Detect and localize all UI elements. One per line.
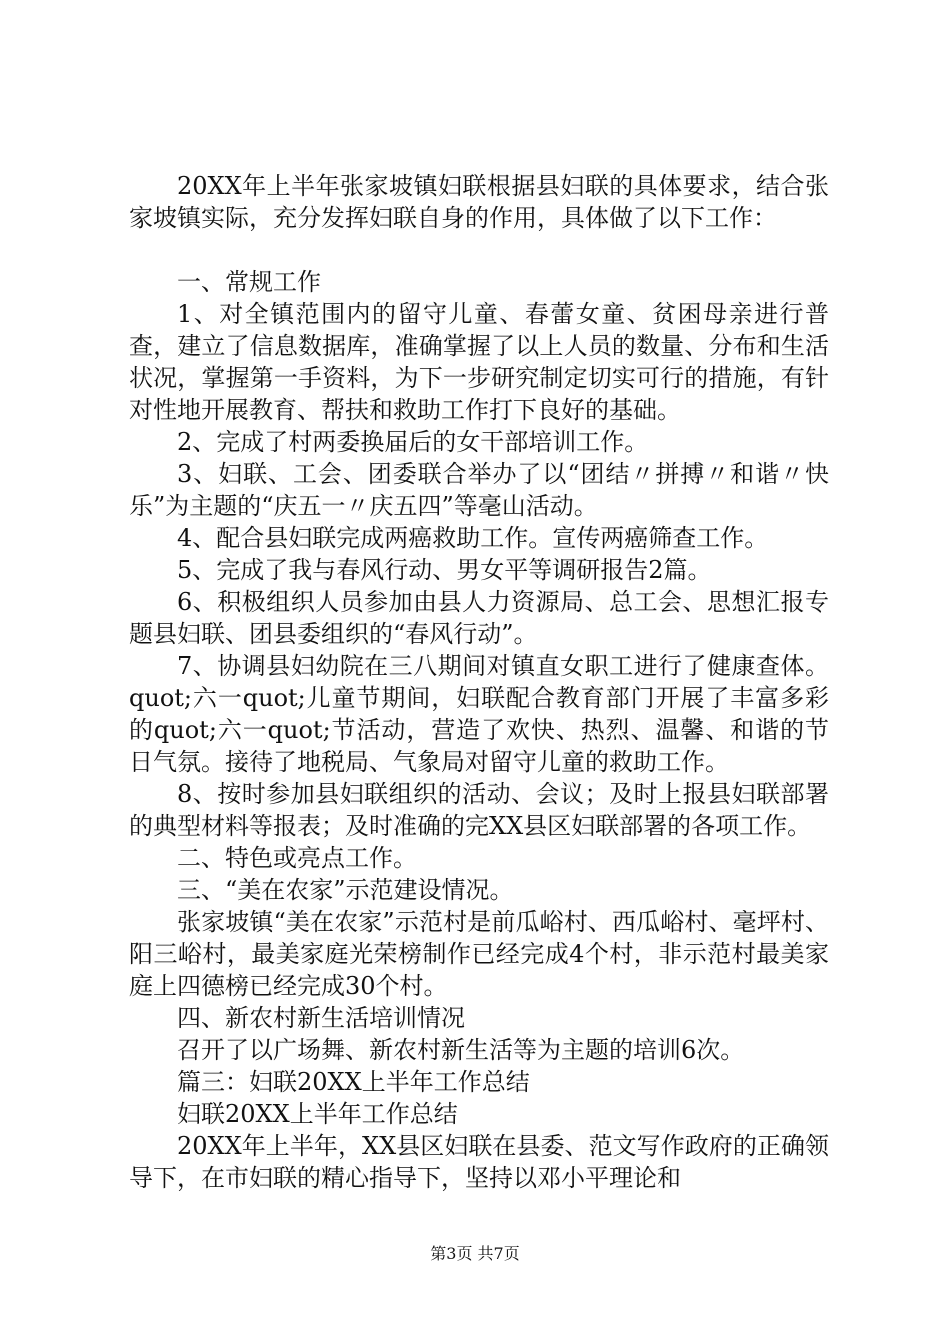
document-body <box>129 170 829 1194</box>
intro-paragraph: 20XX年上半年张家坡镇妇联根据县妇联的具体要求，结合张家坡镇实际，充分发挥妇联自身的作用，具体做了以下工作： <box>129 172 829 232</box>
body-paragraph: 张家坡镇“美在农家”示范村是前瓜峪村、西瓜峪村、毫坪村、阳三峪村，最美家庭光荣榜制作已经完成4个村，非示范村最美家庭上四德榜已经完成30个村。 <box>129 908 829 1000</box>
section-heading-training: 四、新农村新生活培训情况 <box>177 1004 465 1032</box>
body-paragraph: 召开了以广场舞、新农村新生活等为主题的培训6次。 <box>177 1036 745 1064</box>
list-item: 5、完成了我与春风行动、男女平等调研报告2篇。 <box>177 556 712 584</box>
body-paragraph: 20XX年上半年，XX县区妇联在县委、范文写作政府的正确领导下，在市妇联的精心指导下，坚持以邓小平理论和 <box>129 1132 829 1192</box>
list-item: 6、积极组织人员参加由县人力资源局、总工会、思想汇报专题县妇联、团县委组织的“春风行动”。 <box>129 588 829 648</box>
list-item: 1、对全镇范围内的留守儿童、春蕾女童、贫困母亲进行普查，建立了信息数据库，准确掌握了以上人员的数量、分布和生活状况，掌握第一手资料，为下一步研究制定切实可行的措施，有针对性地开展教育、帮扶和救助工作打下良好的基础。 <box>129 300 829 424</box>
list-item: 8、按时参加县妇联组织的活动、会议；及时上报县妇联部署的典型材料等报表；及时准确的完XX县区妇联部署的各项工作。 <box>129 780 829 840</box>
list-item: 7、协调县妇幼院在三八期间对镇直女职工进行了健康查体。quot;六一quot;儿童节期间，妇联配合教育部门开展了丰富多彩的quot;六一quot;节活动，营造了欢快、热烈、温馨、和谐的节日气氛。接待了地税局、气象局对留守儿童的救助工作。 <box>129 652 829 776</box>
section-heading-demo-construction: 三、“美在农家”示范建设情况。 <box>177 876 514 904</box>
list-item: 2、完成了村两委换届后的女干部培训工作。 <box>177 428 649 456</box>
list-item: 3、妇联、工会、团委联合举办了以“团结〃拼搏〃和谐〃快乐”为主题的“庆五一〃庆五四”等毫山活动。 <box>129 460 829 520</box>
article-subtitle: 妇联20XX上半年工作总结 <box>177 1100 458 1128</box>
article-title: 篇三：妇联20XX上半年工作总结 <box>177 1068 530 1096</box>
list-item: 4、配合县妇联完成两癌救助工作。宣传两癌筛查工作。 <box>177 524 769 552</box>
page-number-footer: 第3页 共7页 <box>430 1244 520 1263</box>
section-heading-highlights: 二、特色或亮点工作。 <box>177 844 417 872</box>
section-heading-routine-work: 一、常规工作 <box>177 268 321 296</box>
